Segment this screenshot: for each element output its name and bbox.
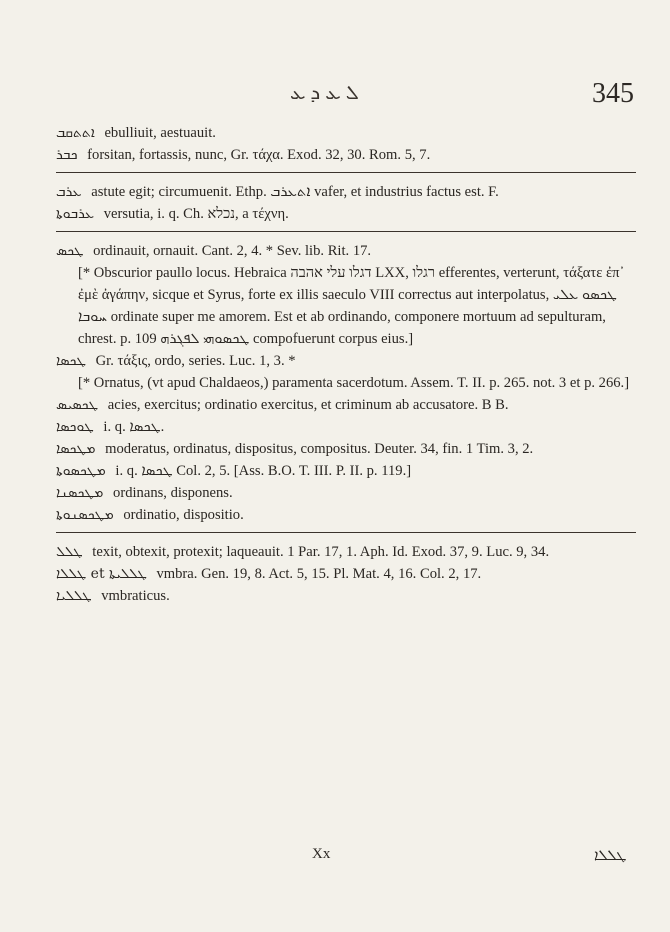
syriac-headword: ܡܛܟܣܢܐ: [56, 485, 104, 501]
entry-text: ordinatio, dispositio.: [123, 507, 244, 523]
syriac-headword: ܡܛܟܣܐ: [56, 441, 96, 457]
syriac-headword: ܐܬܬܩܒ: [56, 125, 95, 141]
entry: [56, 541, 636, 563]
syriac-headword: ܛܘܟܣܐ: [56, 419, 94, 435]
signature-mark: Xx: [312, 846, 331, 862]
entry: [56, 122, 636, 144]
section-divider: [56, 231, 636, 232]
page-footer: [0, 846, 670, 876]
syriac-headword: ܟܒܪ: [56, 147, 78, 163]
syriac-headword: ܛܟܣܐ: [56, 353, 86, 369]
section-divider: [56, 532, 636, 533]
entry: [56, 460, 636, 482]
syriac-headword: ܛܟܣ: [56, 243, 84, 259]
entry: [56, 563, 636, 585]
entry-text: vmbraticus.: [101, 588, 170, 604]
syriac-headword: ܛܠܠܐ et ܛܠܠܝܬܐ: [56, 566, 147, 582]
entry: [56, 504, 636, 526]
catchword: ܛܠܠܐ: [594, 846, 627, 864]
entry-text: vmbra. Gen. 19, 8. Act. 5, 15. Pl. Mat. 4, 16. Col. 2, 17.: [156, 566, 482, 582]
entry-text: Gr. τάξις, ordo, series. Luc. 1, 3. *: [95, 353, 296, 369]
entry-text: forsitan, fortassis, nunc, Gr. τάχα. Exod. 32, 30. Rom. 5, 7.: [87, 147, 431, 163]
running-head: ܠ ܥ ܕ ܥ: [290, 82, 359, 104]
syriac-headword: ܛܟܣܝܣ: [56, 397, 99, 413]
page-header: [0, 78, 670, 118]
entry-text: versutia, i. q. Ch. נכלא, a τέχνη.: [103, 206, 289, 222]
syriac-headword: ܥܪܒ: [56, 184, 82, 200]
entry-text: ebulliuit, aestuauit.: [104, 125, 216, 141]
entry: [56, 482, 636, 504]
syriac-headword: ܥܪܒܘܬܐ: [56, 206, 95, 222]
entry-text: i. q. ܛܟܣܐ Col. 2, 5. [Ass. B.O. T. III. P. II. p. 119.]: [115, 463, 412, 479]
entry: [56, 416, 636, 438]
entry: [56, 181, 636, 203]
editorial-note: [* Obscurior paullo locus. Hebraica דגלו עלי אהבה LXX, רגלו efferentes, verterunt, τάξατε ἐπ᾽ ἐμὲ ἀγάπην, sicque et Syrus, forte ex illis saeculo VIII correctus aut interpolatus, ܛܟܣܘ ܥܠܝ ܚܘܒܐ ordinate super me amorem. Est et ab ordinando, componere mortuum ad sepulturam, chrest. p. 109 ܛܟܣܘܗܝ ܠܦܓܪܗ compofuerunt corpus eius.]: [78, 265, 625, 347]
syriac-headword: ܛܠܠܝܐ: [56, 588, 92, 604]
entry: [56, 438, 636, 460]
page-body: [56, 122, 636, 607]
entry: [56, 144, 636, 166]
syriac-headword: ܡܛܟܣܘܬܐ: [56, 463, 106, 479]
section-divider: [56, 172, 636, 173]
entry-text: texit, obtexit, protexit; laqueauit. 1 Par. 17, 1. Aph. Id. Exod. 37, 9. Luc. 9, 34.: [92, 544, 550, 560]
entry-text: astute egit; circumuenit. Ethp. ܐܬܥܪܒ vafer, et industrius factus est. F.: [91, 184, 499, 200]
syriac-headword: ܛܠܠ: [56, 544, 83, 560]
entry-text: acies, exercitus; ordinatio exercitus, et criminum ab accusatore. B B.: [107, 397, 509, 413]
entry: [56, 394, 636, 416]
editorial-note: [* Ornatus, (vt apud Chaldaeos,) paramenta sacerdotum. Assem. T. II. p. 265. not. 3 et p. 266.]: [78, 375, 630, 391]
entry: [56, 350, 636, 372]
entry-text: i. q. ܛܟܣܐ.: [103, 419, 165, 435]
entry-text: ordinauit, ornauit. Cant. 2, 4. * Sev. lib. Rit. 17.: [93, 243, 372, 259]
page-number: 345: [592, 78, 634, 109]
entry: [56, 240, 636, 262]
entry-text: moderatus, ordinatus, dispositus, compositus. Deuter. 34, fin. 1 Tim. 3, 2.: [105, 441, 534, 457]
syriac-headword: ܡܛܟܣܢܘܬܐ: [56, 507, 114, 523]
entry-text: ordinans, disponens.: [113, 485, 233, 501]
entry: [56, 585, 636, 607]
entry: [56, 203, 636, 225]
